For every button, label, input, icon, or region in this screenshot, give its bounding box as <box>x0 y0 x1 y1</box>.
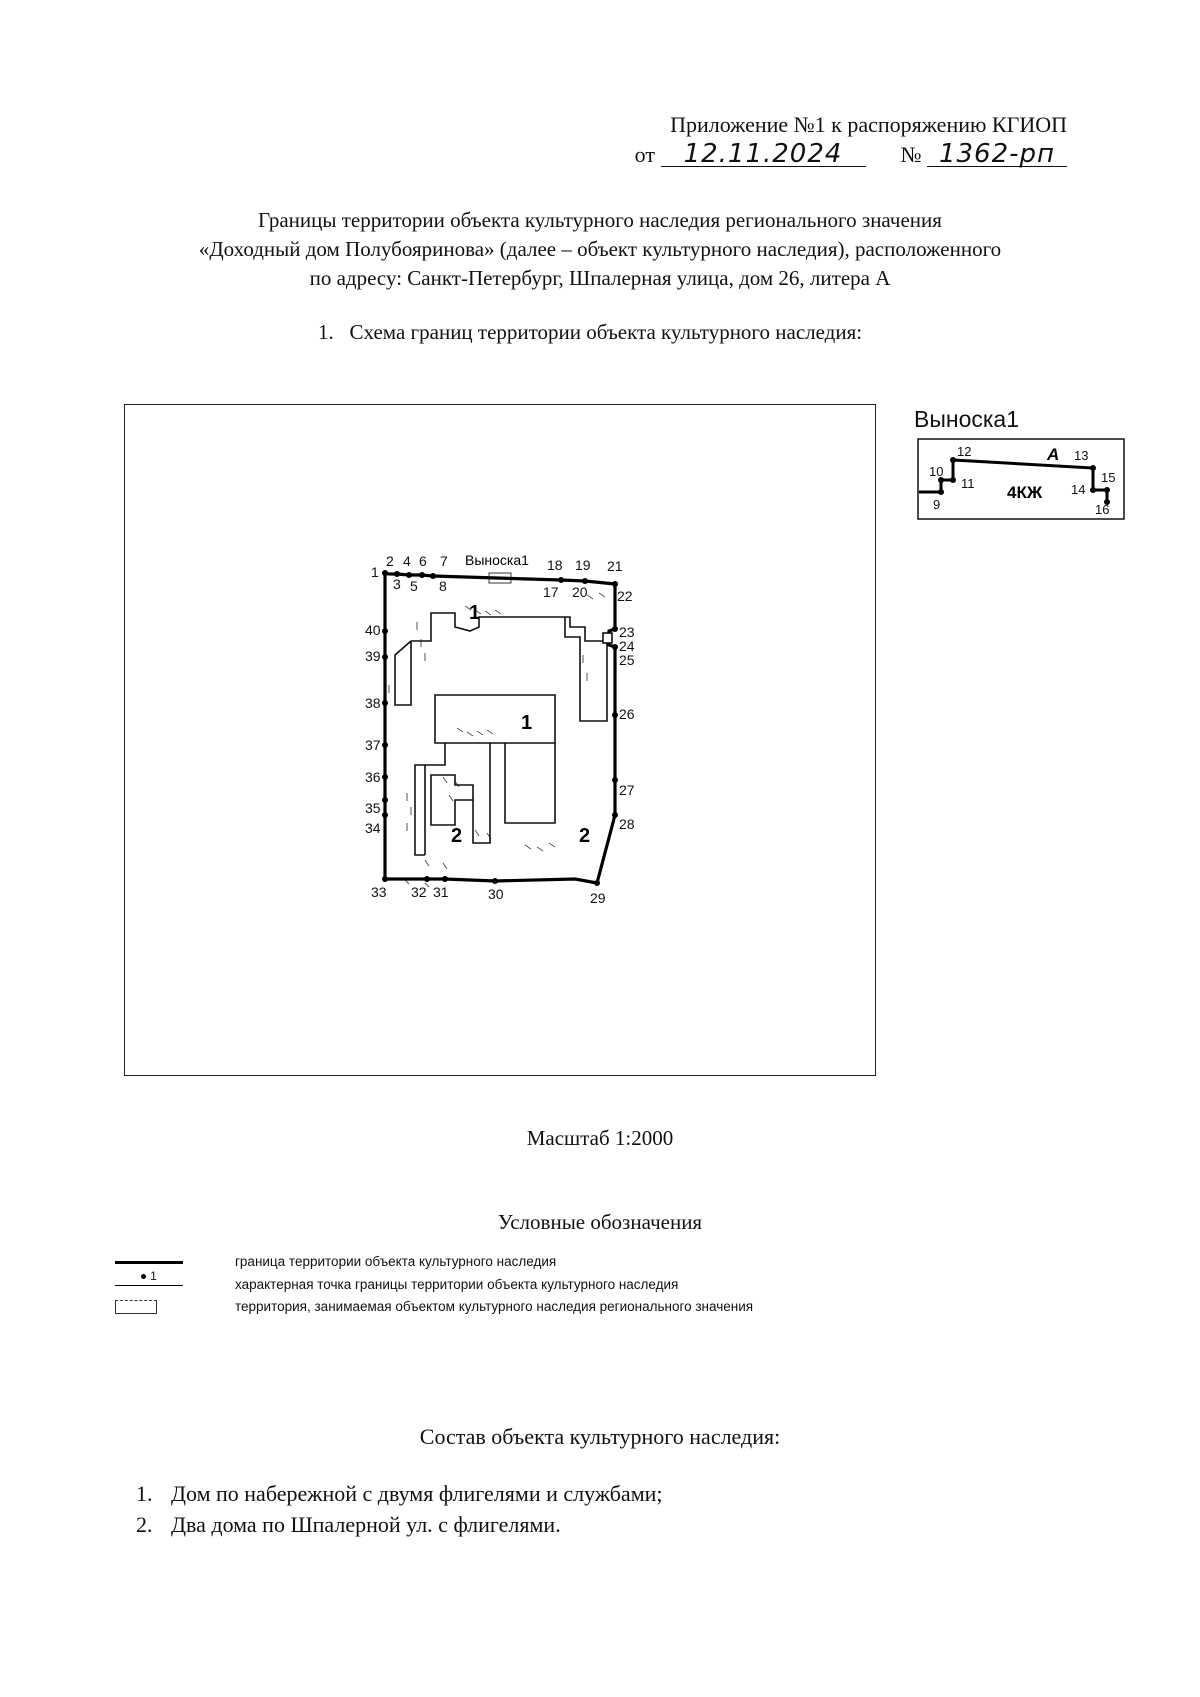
callout-point-13: 13 <box>1074 448 1089 463</box>
list-item <box>136 1478 663 1509</box>
list-item-number: 2. <box>136 1512 153 1537</box>
point-label-8: 8 <box>439 578 447 594</box>
decree-date-number <box>634 139 1067 169</box>
legend-title: Условные обозначения <box>497 1210 703 1234</box>
callout-point-14: 14 <box>1071 482 1086 497</box>
legend-item-area: территория, занимаемая объектом культурного наследия регионального значения <box>235 1299 754 1314</box>
point-label-7: 7 <box>440 553 448 569</box>
point-label-5: 5 <box>410 578 418 594</box>
point-label-32: 32 <box>411 884 427 900</box>
map-building-label-1b: 1 <box>521 712 533 734</box>
appendix-heading: Приложение №1 к распоряжению КГИОП <box>670 112 1067 137</box>
point-label-35: 35 <box>365 800 381 816</box>
point-label-2: 2 <box>386 553 394 569</box>
legend-item-point: характерная точка границы территории объекта культурного наследия <box>235 1277 679 1292</box>
decree-date: 12.11.2024 <box>661 142 866 167</box>
point-label-27: 27 <box>619 782 635 798</box>
map-building-label-2b: 2 <box>579 825 591 847</box>
point-label-29: 29 <box>590 890 606 906</box>
list-item-text: Дом по набережной с двумя флигелями и службами; <box>171 1481 663 1506</box>
map-frame <box>124 404 876 1076</box>
section-scheme-heading: 1. Схема границ территории объекта культурного наследия: <box>318 320 863 344</box>
map-building-label-1a: 1 <box>469 602 481 624</box>
point-label-17: 17 <box>543 584 559 600</box>
point-label-22: 22 <box>617 588 633 604</box>
point-label-30: 30 <box>488 886 504 902</box>
callout-point-16: 16 <box>1095 502 1110 517</box>
list-item-text: Два дома по Шпалерной ул. с флигелями. <box>171 1512 561 1537</box>
point-label-24: 24 <box>619 638 635 654</box>
point-label-31: 31 <box>433 884 449 900</box>
list-item <box>136 1509 663 1540</box>
point-label-19: 19 <box>575 557 591 573</box>
callout-point-12: 12 <box>957 444 972 459</box>
title-line-1: Границы территории объекта культурного наследия регионального значения <box>258 208 942 232</box>
point-label-25: 25 <box>619 652 635 668</box>
point-label-18: 18 <box>547 557 563 573</box>
point-label-33: 33 <box>371 884 387 900</box>
point-label-3: 3 <box>393 576 401 592</box>
callout-title: Выноска1 <box>914 406 1020 432</box>
legend-boundary-line <box>115 1261 183 1264</box>
point-label-20: 20 <box>572 584 588 600</box>
decree-number: 1362-рп <box>927 142 1067 167</box>
callout-diagram <box>917 438 1125 520</box>
legend-item-boundary: граница территории объекта культурного наследия <box>235 1254 557 1269</box>
document-title <box>0 206 1200 293</box>
point-label-23: 23 <box>619 624 635 640</box>
legend-point-symbol <box>115 1267 183 1286</box>
list-item-number: 1. <box>136 1481 153 1506</box>
point-label-4: 4 <box>403 553 411 569</box>
point-label-6: 6 <box>419 553 427 569</box>
point-label-28: 28 <box>619 816 635 832</box>
point-label-39: 39 <box>365 648 381 664</box>
map-callout-label: Выноска1 <box>465 552 529 568</box>
map-scale: Масштаб 1:2000 <box>526 1126 674 1150</box>
callout-point-11: 11 <box>961 476 975 491</box>
boundary-map <box>125 405 877 1077</box>
composition-list <box>136 1478 663 1540</box>
point-label-26: 26 <box>619 706 635 722</box>
callout-letter: А <box>1047 445 1060 464</box>
callout-code: 4КЖ <box>1007 483 1043 502</box>
building-contours <box>395 613 607 855</box>
title-line-2: «Доходный дом Полубояринова» (далее – объект культурного наследия), расположенного <box>198 237 1002 261</box>
point-label-34: 34 <box>365 820 381 836</box>
map-building-label-2a: 2 <box>451 825 463 847</box>
boundary-point-labels <box>365 553 635 906</box>
point-label-40: 40 <box>365 622 381 638</box>
point-label-1: 1 <box>371 564 379 580</box>
point-label-37: 37 <box>365 737 381 753</box>
callout-point-10: 10 <box>929 464 944 479</box>
date-prefix: от <box>634 142 655 167</box>
title-line-3: по адресу: Санкт-Петербург, Шпалерная улица, дом 26, литера А <box>309 266 891 290</box>
callout-point-15: 15 <box>1101 470 1116 485</box>
number-prefix: № <box>900 142 922 167</box>
callout-point-9: 9 <box>933 497 941 512</box>
point-label-36: 36 <box>365 769 381 785</box>
point-label-21: 21 <box>607 558 623 574</box>
legend-point-number: 1 <box>150 1269 157 1283</box>
legend-area-symbol <box>115 1300 157 1314</box>
composition-title: Состав объекта культурного наследия: <box>419 1424 781 1449</box>
point-label-38: 38 <box>365 695 381 711</box>
callout-box <box>917 438 1125 520</box>
